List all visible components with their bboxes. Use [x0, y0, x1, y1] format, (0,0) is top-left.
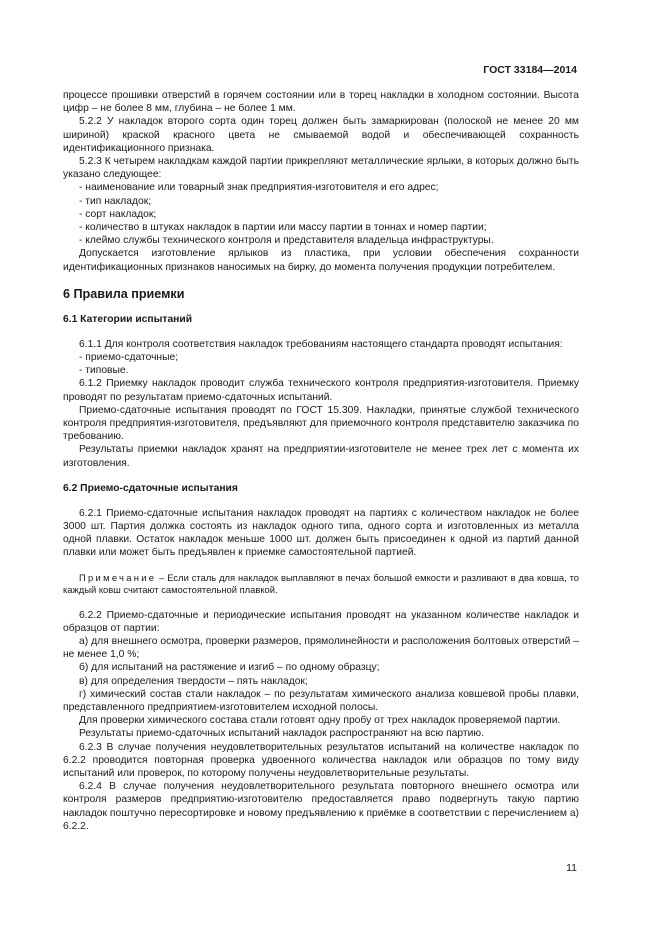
list-item: - сорт накладок; [79, 208, 157, 220]
paragraph: 5.2.2 У накладок второго сорта один торец должен быть замаркирован (полоской не менее 20 мм шириной) краской красного цвета не смываемой водой и обеспечивающей сохранность идентификационного признака. [63, 116, 579, 154]
section-6-2-heading: 6.2 Приемо-сдаточные испытания [63, 482, 238, 494]
paragraph: 6.1.1 Для контроля соответствия накладок требованиям настоящего стандарта проводят испытания: [79, 338, 563, 350]
list-item: - типовые. [79, 365, 129, 377]
spacer [63, 470, 579, 482]
page-number: 11 [566, 862, 577, 874]
paragraph: 6.2.1 Приемо-сдаточные испытания накладок проводят на партиях с количеством накладок не более 3000 шт. Партия должка состоять из накладок одного типа, одного сорта и изготовленных из металла одной плавки. Остаток накладок меньше 1000 шт. должен быть присоединен к одной из партий данной плавки или может быть предъявлен к приемке самостоятельной партией. [63, 507, 579, 559]
section-6-1-heading: 6.1 Категории испытаний [63, 313, 193, 325]
list-item: - приемо-сдаточные; [79, 352, 179, 364]
paragraph: Допускается изготовление ярлыков из пластика, при условии обеспечения сохранности идентификационных признаков наносимых на бирку, до момента получения продукции потребителем. [63, 248, 579, 273]
list-item: б) для испытаний на растяжение и изгиб – по одному образцу; [79, 662, 380, 674]
paragraph: 6.2.2 Приемо-сдаточные и периодические испытания проводят на указанном количестве накладок и образцов от партии: [63, 609, 579, 634]
paragraph: Для проверки химического состава стали готовят одну пробу от трех накладок проверяемой партии. [79, 715, 561, 727]
spacer [63, 597, 579, 609]
list-item: - наименование или товарный знак предприятия-изготовителя и его адрес; [79, 182, 439, 194]
list-item: г) химический состав стали накладок – по результатам химического анализа ковшевой пробы плавки, представленного предприятием-изготовителем исходной полосы. [63, 688, 579, 713]
paragraph: 6.2.3 В случае получения неудовлетворительных результатов испытаний на количестве накладок по 6.2.2 проводится повторная проверка удвоенного количества накладок или образцов по тому виду испытаний или проверок, по которому получены неудовлетворительные результаты. [63, 741, 579, 779]
note [63, 572, 579, 597]
list-item: - клеймо службы технического контроля и представителя владельца инфраструктуры. [79, 235, 494, 247]
spacer [63, 560, 579, 572]
paragraph: 6.1.2 Приемку накладок проводит служба технического контроля предприятия-изготовителя. Приемку проводят по результатам приемо-сдаточных испытаний. [63, 378, 579, 403]
list-item: - количество в штуках накладок в партии или массу партии в тоннах и номер партии; [79, 222, 487, 234]
list-item: в) для определения твердости – пять накладок; [79, 675, 308, 687]
list-item: - тип накладок; [79, 195, 152, 207]
paragraph: Приемо-сдаточные испытания проводят по ГОСТ 15.309. Накладки, принятые службой технического контроля предприятия-изготовителя, предъявляют для приемочного контроля представителю заказчика по требованию. [63, 404, 579, 443]
paragraph: Результаты приемки накладок хранят на предприятии-изготовителе не менее трех лет с момента их изготовления. [63, 444, 579, 469]
standard-header: ГОСТ 33184—2014 [483, 64, 577, 76]
section-6-heading: 6 Правила приемки [63, 286, 185, 301]
paragraph: Результаты приемо-сдаточных испытаний накладок распространяют на всю партию. [79, 728, 484, 740]
note-label: Примечание [79, 571, 157, 583]
paragraph: процессе прошивки отверстий в горячем состоянии или в торец накладки в холодном состоянии. Высота цифр – не более 8 мм, глубина – не более 1 мм. [63, 90, 579, 115]
document-body [63, 89, 579, 833]
paragraph: 5.2.3 К четырем накладкам каждой партии прикрепляют металлические ярлыки, в которых должно быть указано следующее: [63, 156, 579, 181]
paragraph: 6.2.4 В случае получения неудовлетворительного результата повторного внешнего осмотра или контроля размеров предприятию-изготовителю предоставляется право подвергнуть такую партию накладок поштучно пересортировке и новому предъявлению к приёмке в соответствии с перечислением а) 6.2.2. [63, 781, 579, 832]
note-text: – Если сталь для накладок выплавляют в печах большой емкости и разливают в два ковша, то каждый ковш считают самостоятельной плавкой. [63, 571, 579, 596]
list-item: а) для внешнего осмотра, проверки размеров, прямолинейности и расположения болтовых отверстий – не менее 1,0 %; [63, 635, 579, 661]
